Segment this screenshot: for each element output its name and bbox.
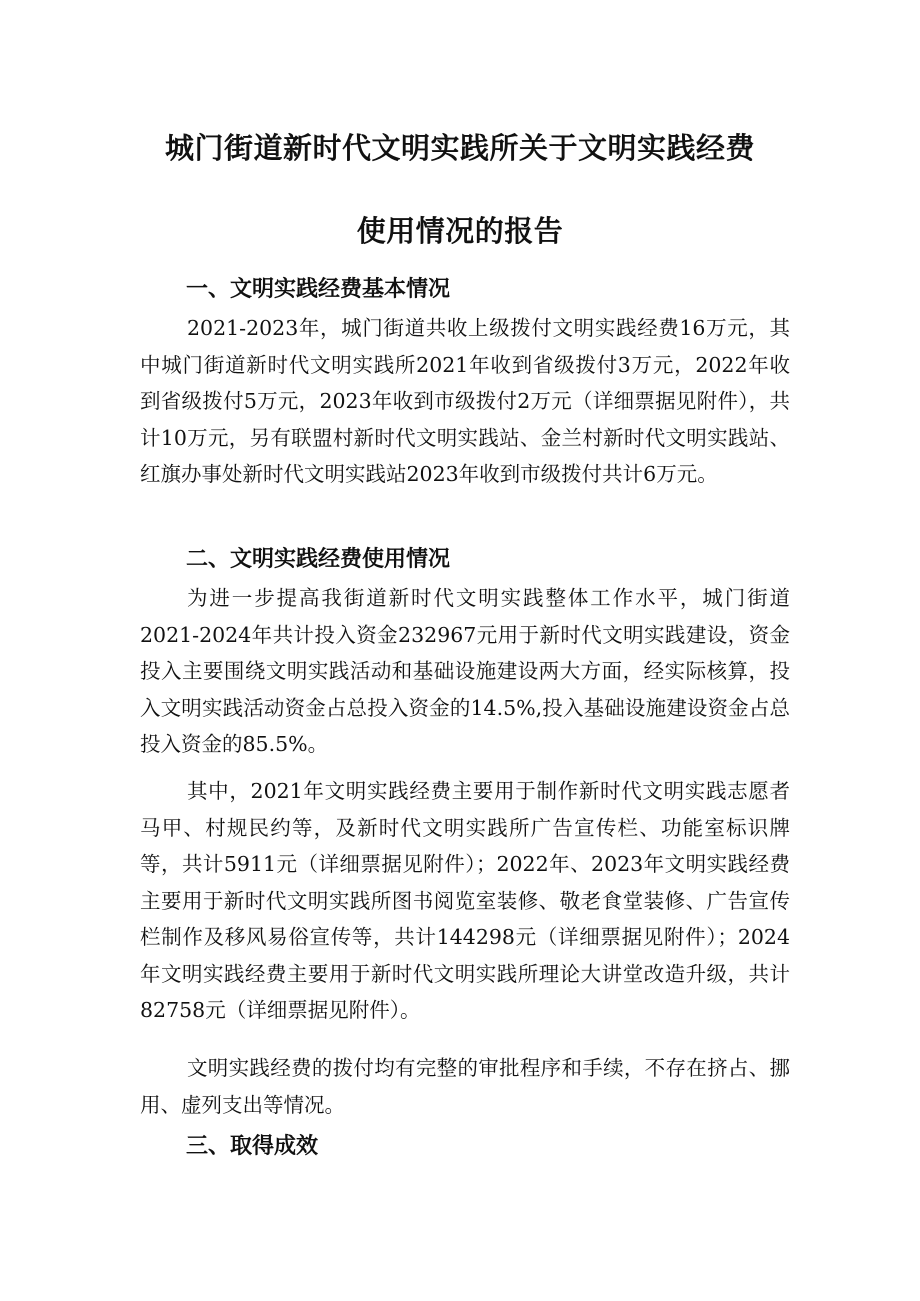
section-heading-basic-info: 一、文明实践经费基本情况 bbox=[186, 277, 451, 302]
document-title-line-1: 城门街道新时代文明实践所关于文明实践经费 bbox=[164, 131, 755, 165]
section-heading-results: 三、取得成效 bbox=[186, 1134, 319, 1159]
section-heading-usage: 二、文明实践经费使用情况 bbox=[186, 547, 451, 572]
paragraph-funding-received: 2021-2023年，城门街道共收上级拨付文明实践经费16万元，其中城门街道新时代文明实践所2021年收到省级拨付3万元，2022年收到省级拨付5万元，2023年收到市级拨付2万元（详细票据见附件），共计10万元，另有联盟村新时代文明实践站、金兰村新时代文明实践站、红旗办事处新时代文明实践站2023年收到市级拨付共计6万元。 bbox=[140, 316, 790, 486]
document-title-line-2: 使用情况的报告 bbox=[356, 214, 564, 248]
paragraph-yearly-expenditure: 其中，2021年文明实践经费主要用于制作新时代文明实践志愿者马甲、村规民约等，及新时代文明实践所广告宣传栏、功能室标识牌等，共计5911元（详细票据见附件）；2022年、2023年文明实践经费主要用于新时代文明实践所图书阅览室装修、敬老食堂装修、广告宣传栏制作及移风易俗宣传等，共计144298元（详细票据见附件）；2024年文明实践经费主要用于新时代文明实践所理论大讲堂改造升级，共计82758元（详细票据见附件）。 bbox=[140, 779, 790, 1022]
paragraph-investment-overview: 为进一步提高我街道新时代文明实践整体工作水平，城门街道2021-2024年共计投入资金232967元用于新时代文明实践建设，资金投入主要围绕文明实践活动和基础设施建设两大方面，经实际核算，投入文明实践活动资金占总投入资金的14.5%,投入基础设施建设资金占总投入资金的85.5%。 bbox=[140, 586, 790, 756]
paragraph-compliance-statement: 文明实践经费的拨付均有完整的审批程序和手续，不存在挤占、挪用、虚列支出等情况。 bbox=[140, 1056, 790, 1117]
